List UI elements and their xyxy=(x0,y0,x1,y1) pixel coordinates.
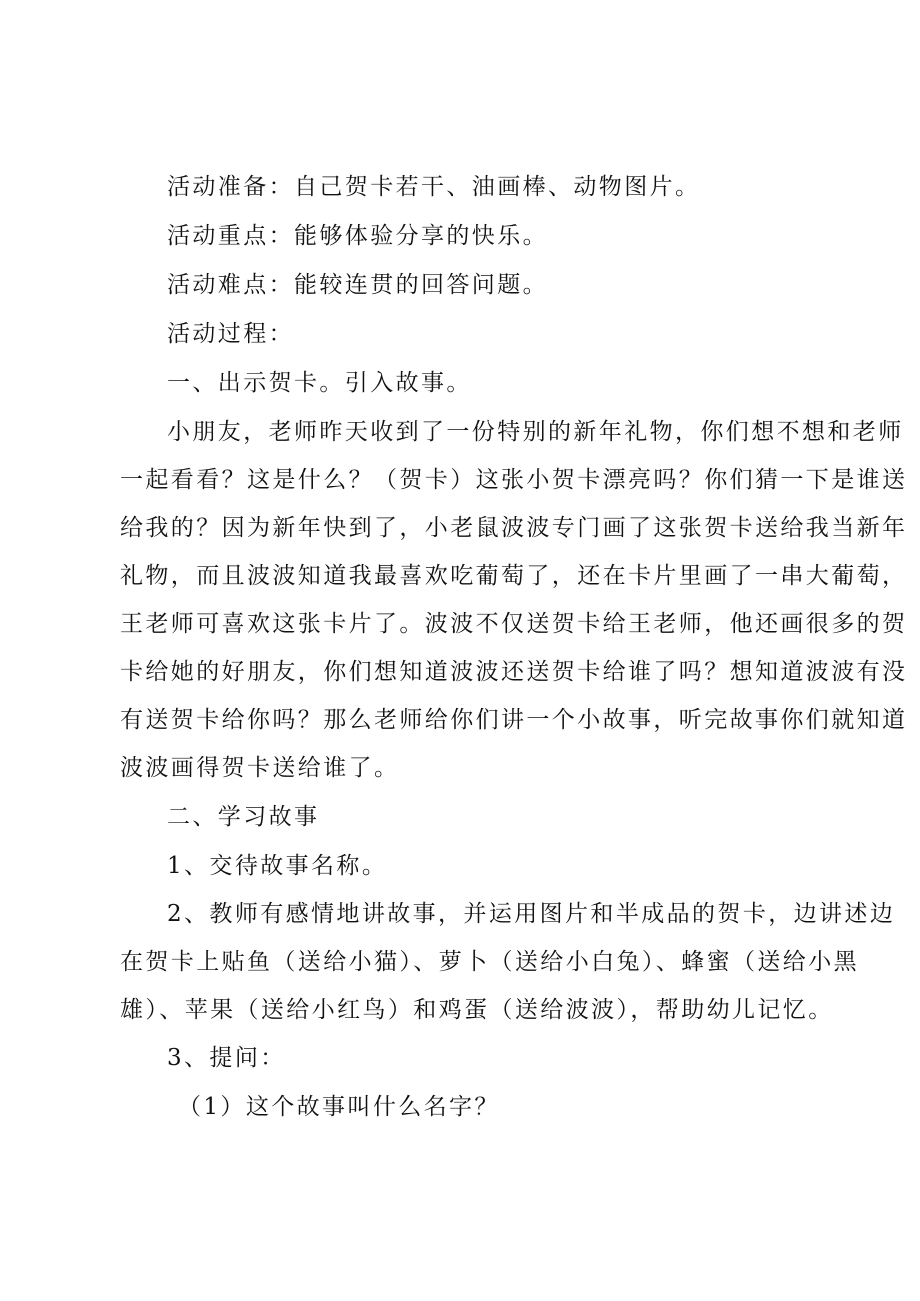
story-line: 礼物，而且波波知道我最喜欢吃葡萄了，还在卡片里画了一串大葡萄， xyxy=(120,563,908,589)
activity-preparation: 活动准备：自己贺卡若干、油画棒、动物图片。 xyxy=(167,174,701,200)
step-one: 1、交待故事名称。 xyxy=(167,853,388,879)
section-two-heading: 二、学习故事 xyxy=(167,804,320,830)
story-line: 小朋友，老师昨天收到了一份特别的新年礼物，你们想不想和老师 xyxy=(167,419,904,445)
activity-difficulty: 活动难点：能较连贯的回答问题。 xyxy=(167,272,548,298)
story-line: 波波画得贺卡送给谁了。 xyxy=(120,755,400,781)
step-three: 3、提问： xyxy=(167,1045,286,1071)
step-two-line: 2、教师有感情地讲故事，并运用图片和半成品的贺卡，边讲述边 xyxy=(167,901,896,927)
step-two-line: 雄）、苹果（送给小红鸟）和鸡蛋（送给波波），帮助幼儿记忆。 xyxy=(120,997,834,1023)
activity-process-heading: 活动过程： xyxy=(167,321,294,347)
section-one-heading: 一、出示贺卡。引入故事。 xyxy=(167,370,472,396)
story-line: 给我的？因为新年快到了，小老鼠波波专门画了这张贺卡送给我当新年 xyxy=(120,515,908,541)
story-line: 有送贺卡给你吗？那么老师给你们讲一个小故事，听完故事你们就知道 xyxy=(120,707,908,733)
question-one: （1）这个故事叫什么名字？ xyxy=(178,1094,500,1120)
activity-focus: 活动重点：能够体验分享的快乐。 xyxy=(167,223,548,249)
story-line: 卡给她的好朋友，你们想知道波波还送贺卡给谁了吗？想知道波波有没 xyxy=(120,659,908,685)
story-line: 王老师可喜欢这张卡片了。波波不仅送贺卡给王老师，他还画很多的贺 xyxy=(120,611,908,637)
story-line: 一起看看？这是什么？（贺卡）这张小贺卡漂亮吗？你们猜一下是谁送 xyxy=(120,467,908,493)
step-two-line: 在贺卡上贴鱼（送给小猫）、萝卜（送给小白兔）、蜂蜜（送给小黑 xyxy=(120,949,859,975)
